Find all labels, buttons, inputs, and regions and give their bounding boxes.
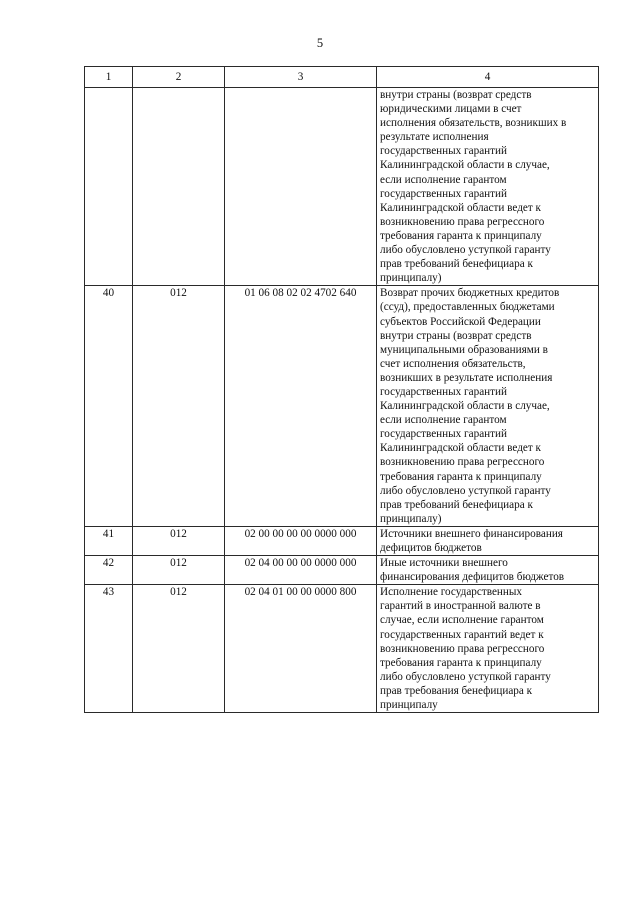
- description-line: исполнения обязательств, возникших в: [380, 117, 567, 130]
- description-line: прав требования бенефициара к: [380, 684, 533, 697]
- description-line: государственных гарантий: [380, 187, 508, 200]
- description-line: Калининградской области в случае,: [380, 400, 550, 413]
- description-line: если исполнение гарантом: [380, 173, 507, 186]
- admin-code-cell: [133, 88, 225, 286]
- continuation-row: [85, 88, 599, 286]
- description-line: требования гаранта к принципалу: [380, 470, 542, 483]
- description-line: либо обусловлено уступкой гаранту: [380, 670, 551, 683]
- description-line: государственных гарантий: [380, 385, 508, 398]
- table-row: [85, 526, 599, 555]
- column-header-3: 3: [225, 67, 377, 88]
- description-line: принципалу): [380, 512, 442, 525]
- column-header-2: 2: [133, 67, 225, 88]
- admin-code-cell: 012: [133, 286, 225, 527]
- description-line: требования гаранта к принципалу: [380, 229, 542, 242]
- column-header-4: 4: [377, 67, 599, 88]
- description-line: либо обусловлено уступкой гаранту: [380, 244, 551, 257]
- description-cell: [377, 286, 599, 527]
- row-number-cell: 41: [85, 526, 133, 555]
- budget-codes-table: [84, 66, 599, 713]
- description-line: субъектов Российской Федерации: [380, 315, 541, 328]
- budget-code-cell: [225, 88, 377, 286]
- description-cell: [377, 556, 599, 585]
- budget-code-cell: 02 04 00 00 00 0000 000: [225, 556, 377, 585]
- description-cell: [377, 526, 599, 555]
- description-line: муниципальными образованиями в: [380, 343, 548, 356]
- description-line: случае, если исполнение гарантом: [380, 614, 544, 627]
- table-row: [85, 556, 599, 585]
- budget-code-cell: 02 00 00 00 00 0000 000: [225, 526, 377, 555]
- header-row: [85, 67, 599, 88]
- description-line: Источники внешнего финансирования: [380, 527, 563, 540]
- description-line: внутри страны (возврат средств: [380, 329, 532, 342]
- description-line: требования гаранта к принципалу: [380, 656, 542, 669]
- description-line: внутри страны (возврат средств: [380, 89, 532, 101]
- description-line: либо обусловлено уступкой гаранту: [380, 484, 551, 497]
- admin-code-cell: 012: [133, 556, 225, 585]
- description-line: (ссуд), предоставленных бюджетами: [380, 301, 555, 314]
- budget-code-cell: 01 06 08 02 02 4702 640: [225, 286, 377, 527]
- description-line: дефицитов бюджетов: [380, 542, 482, 554]
- description-line: финансирования дефицитов бюджетов: [380, 571, 565, 584]
- description-line: государственных гарантий: [380, 428, 508, 441]
- description-line: государственных гарантий ведет к: [380, 628, 544, 641]
- budget-code-cell: 02 04 01 00 00 0000 800: [225, 585, 377, 713]
- description-line: возникновению права регрессного: [380, 642, 545, 655]
- admin-code-cell: 012: [133, 526, 225, 555]
- description-cell: [377, 585, 599, 713]
- description-line: принципалу): [380, 272, 442, 285]
- row-number-cell: [85, 88, 133, 286]
- row-number-cell: 42: [85, 556, 133, 585]
- description-line: принципалу: [380, 699, 438, 712]
- description-line: результате исполнения: [380, 131, 489, 144]
- description-line: Калининградской области в случае,: [380, 159, 550, 172]
- description-line: Калининградской области ведет к: [380, 201, 541, 214]
- row-number-cell: 40: [85, 286, 133, 527]
- admin-code-cell: 012: [133, 585, 225, 713]
- description-line: Иные источники внешнего: [380, 557, 508, 570]
- description-line: гарантий в иностранной валюте в: [380, 600, 541, 613]
- table-row: [85, 286, 599, 527]
- table-row: [85, 585, 599, 713]
- description-line: Исполнение государственных: [380, 586, 523, 599]
- description-line: Возврат прочих бюджетных кредитов: [380, 287, 560, 300]
- description-line: возникших в результате исполнения: [380, 371, 553, 384]
- description-line: если исполнение гарантом: [380, 414, 507, 427]
- description-line: прав требований бенефициара к: [380, 258, 533, 271]
- description-cell: [377, 88, 599, 286]
- description-line: возникновению права регрессного: [380, 456, 545, 469]
- description-line: государственных гарантий: [380, 145, 508, 158]
- description-line: Калининградской области ведет к: [380, 442, 541, 455]
- row-number-cell: 43: [85, 585, 133, 713]
- description-line: юридическими лицами в счет: [380, 103, 522, 116]
- column-header-1: 1: [85, 67, 133, 88]
- description-line: возникновению права регрессного: [380, 215, 545, 228]
- page-number: 5: [316, 36, 324, 50]
- description-line: счет исполнения обязательств,: [380, 357, 526, 370]
- description-line: прав требований бенефициара к: [380, 498, 533, 511]
